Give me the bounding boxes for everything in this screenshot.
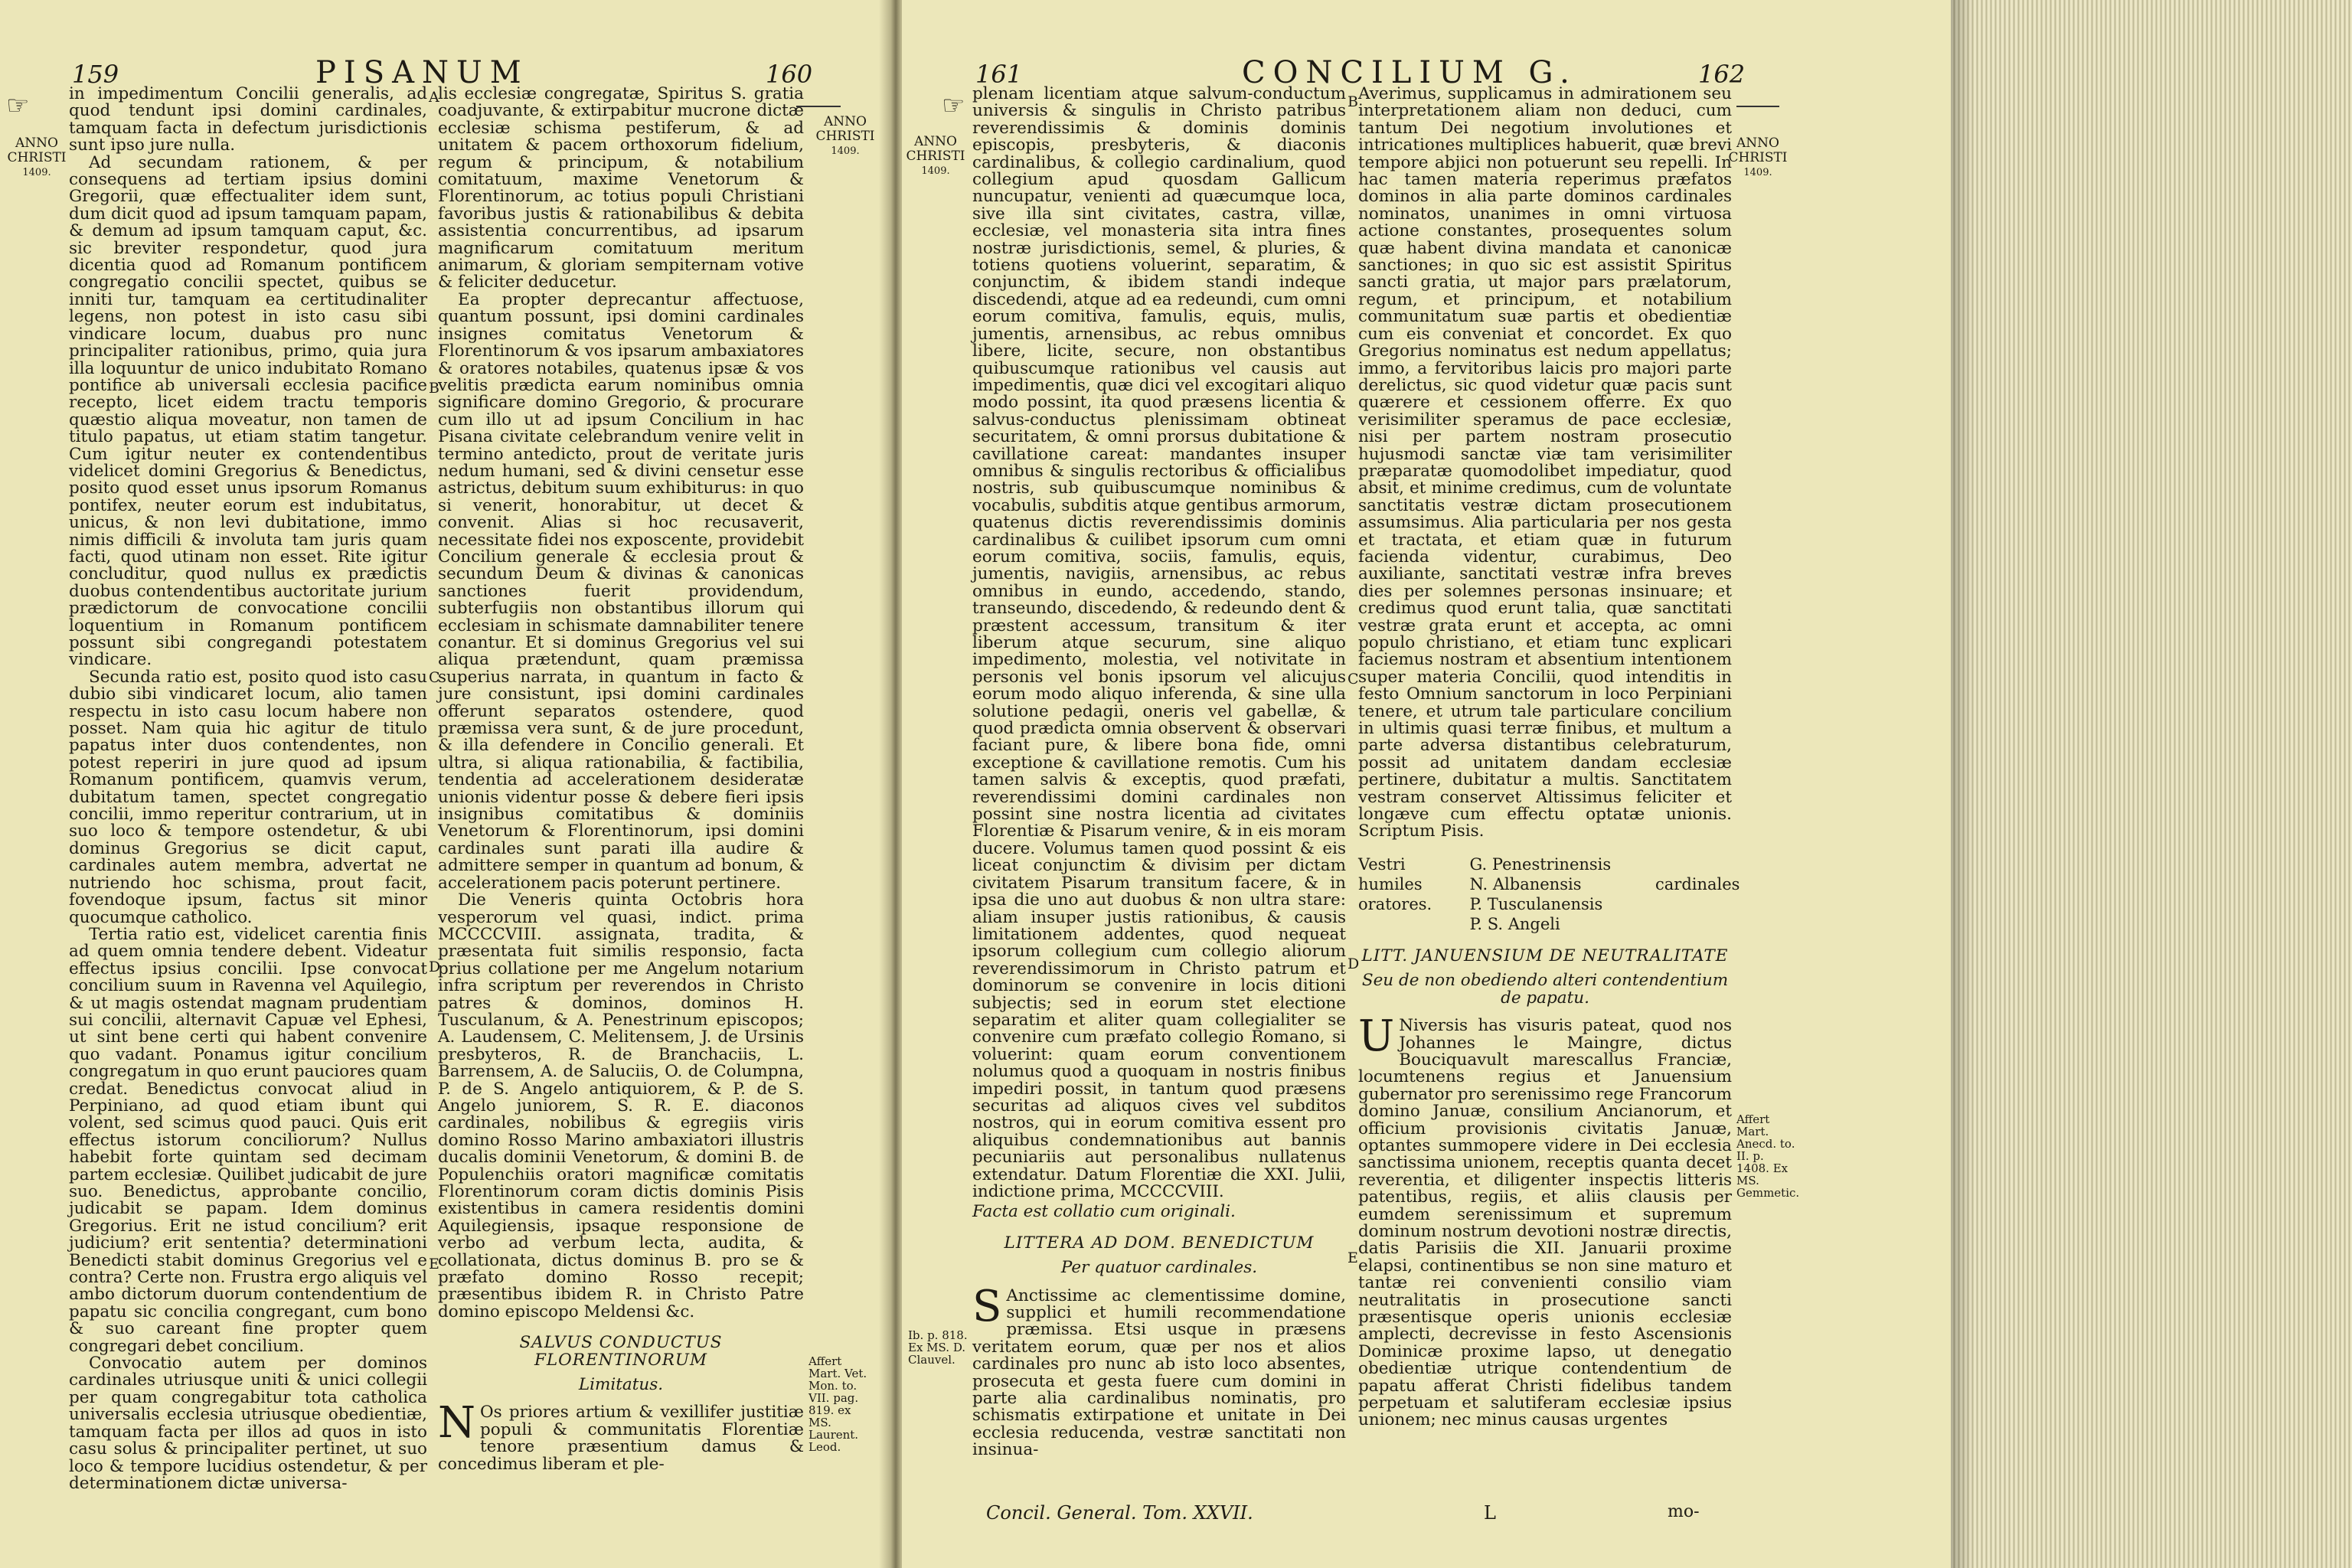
year-anno: ANNO [824, 114, 867, 129]
year-anno: ANNO [914, 134, 957, 149]
drop-cap: U [1358, 1011, 1395, 1062]
page-number: 160 [766, 60, 813, 89]
margin-letter: C [429, 669, 440, 686]
margin-note: Affert Mart. Vet. Mon. to. VII. pag. 819. ex MS. Laurent. Leod. [808, 1354, 867, 1454]
year-christi: CHRISTI [1728, 150, 1788, 165]
text-column [972, 86, 1346, 1459]
year-label [903, 135, 968, 178]
paragraph: Tertia ratio est, videlicet carentia finis ad quem omnia tendere debent. Videatur effectus ipsius concilii. Ipse convocat concilium suum in Ravenna vel Aquilegio, & ut magis ostendat magnam prudentiam sui concilii, alternavit Capuæ vel Ephesi, ut sint bene certi qui habent convenire quo vadant. Ponamus igitur concilium congregatum in quo erunt pauciores quam credat. Benedictus convocat aliud in Perpiniano, ad quod etiam ibunt qui volent, sed scimus quod pauci. Quis erit effectus istorum conciliorum? Nullus habebit forte quintam sed decimam partem ecclesiæ. Quilibet judicabit de jure suo. Benedictus, approbante concilio, judicabit se papam. Idem dominus Gregorius. Erit ne istud concilium? erit judicium? erit sententia? determinationi Benedicti stabit dominus Gregorius vel e contra? Certe non. Frustra ergo aliquis vel ambo dictorum duorum contendentium de papatu sic concilia congregant, cum bono & suo careant fine propter quem congregari debet concilium. [69, 924, 427, 1356]
paragraph: plenam licentiam atque salvum-conductum universis & singulis in Christo patribus reverendissimis & dominis dominis episcopis, presbyteris, & diaconis cardinalibus, & collegio cardinalium, quod collegium apud quosdam Gallicum nuncupatur, venienti ad quæcumque loca, sive illa sint civitates, castra, villæ, ecclesiæ, vel monasteria sita intra fines nostræ jurisdictionis, semel, & pluries, & totiens quotiens voluerint, separatim, & conjunctim, & ibidem standi indeque discedendi, atque ad ea redeundi, cum omni eorum comitiva, famulis, equis, mulis, jumentis, arnensibus, ac rebus omnibus libere, licite, secure, non obstantibus quibuscumque rationibus vel causis aut impedimentis, quæ dici vel excogitari aliquo modo possint, ita quod præsens licentia & salvus-conductus plenissimam obtineat securitatem, & omni prorsus dubitatione & cavillatione careat: mandantes insuper omnibus & singulis rectoribus & officialibus nostris, sub quibuscumque nominibus & vocabulis, subditis atque gentibus armorum, quatenus dictis reverendissimis dominis cardinalibus & cuilibet ipsorum cum omni eorum comitiva, sociis, famulis, equis, jumentis, navigiis, arnensibus, ac rebus omnibus in eundo, accedendo, stando, transeundo, discedendo, & redeundo dent & præstent accessum, transitum & iter liberum atque securum, sine aliquo impedimento, molestia, vel notivitate in personis vel bonis ipsorum vel alicujus eorum modo aliquo inferenda, & sine ulla solutione pedagii, oneris vel gabellæ, & quod prædicta omnia observent & observari faciant pure, & libere bona fide, omni exceptione & cavillatione remotis. Cum his tamen salvis & exceptis, quod præfati, reverendissimi domini cardinales non possint sine nostra licentia ad civitates Florentiæ & Pisarum venire, & in eis moram ducere. Volumus tamen quod possint & eis liceat conjunctim & divisim per dictam civitatem Pisarum transitum facere, & in ipsa die uno aut duobus & non ultra stare: aliam insuper justis rationibus, & causis limitationem addentes, quod nequeat ipsorum collegium cum collegio aliorum reverendissimorum in Christo patrum et dominorum se convenire in locis ditioni subjectis; sed in eorum stet electione separatim et aliter quam collegialiter se convenire cum præfato collegio Romano, si voluerint: quam eorum conventionem nolumus quod a quoquam in nostris finibus impediri possit, in tantum quod præsens securitas ad aliquos cives vel subditos nostros, qui in eorum comitiva essent pro aliquibus condemnationibus aut bannis pecuniariis aut personalibus nullatenus extendatur. Datum Florentiæ die XXI. Julii, indictione prima, MCCCCVIII. [972, 84, 1346, 1201]
margin-letter: C [1348, 671, 1359, 688]
drop-cap: S [972, 1281, 1002, 1331]
paragraph: Niversis has visuris pateat, quod nos Johannes le Maingre, dictus Bouciquavult marescallus Franciæ, locumtenens regius et Januensium gubernator pro serenissimo rege Francorum domino Januæ, consilium Ancianorum, et officium provisionis civitatis Januæ, optantes summopere videre in Dei ecclesia sanctissima unionem, receptis quanta decet reverentia, et diligenter inspectis litteris patentibus, regiis, et aliis clausis per eumdem serenissimum et supremum dominum nostrum devotioni nostræ directis, datis Parisiis die XII. Januarii proxime elapsi, continentibus se non sine maturo et tantæ rei convenienti consilio viam neutralitatis in prosecutione sancti præsentisque operis unionis ecclesiæ amplecti, decrevisse in festo Ascensionis Dominicæ proxime lapso, ut denegatio obedientiæ utrique contendentium de papatu afferat Christi fidelibus tandem perpetuam et salutiferam ecclesiæ ipsius unionem; nec minus causas urgentes [1358, 1016, 1732, 1430]
running-head: PISANUM [315, 55, 529, 90]
year-anno: ANNO [15, 136, 58, 151]
page-edges-shadow [1951, 0, 1974, 1568]
page-footer: Concil. General. Tom. XXVII. [986, 1502, 1253, 1524]
right-page [902, 0, 1951, 1568]
paragraph: Ea propter deprecantur affectuose, quantum possunt, ipsi domini cardinales insignes comitatus Venetorum & Florentinorum & vos ipsarum ambaxiatores & oratores notabiles, quatenus ipsæ & vos velitis prædicta earum nominibus omnia significare domino Gregorio, & procurare cum illo ut ad ipsum Concilium in hac Pisana civitate celebrandum venire velit in termino antedicto, prout de veritate juris nedum humani, sed & divini censetur esse astrictus, debitum suum exhibiturus: in quo si venerit, honorabitur, ut decet & convenit. Alias si hoc recusaverit, necessitate fidei nos exposcente, providebit Concilium generale & ecclesia prout & secundum Deum & divinas & canonicas sanctiones fuerit providendum, subterfugiis non obstantibus illorum qui ecclesiam in schismate damnabiliter tenere conantur. Et si dominus Gregorius vel sui aliqua prætendunt, quam præmissa superius narrata, in quantum in facto & jure consistunt, ipsi domini cardinales offerunt separatos ostendere, quod præmissa vera sunt, & de jure procedunt, & illa defendere in Concilio generali. Et ultra, si aliqua rationabilia, & factibilia, tendentia ad accelerationem desideratæ unionis videntur posse & debere fieri ipsis insignibus comitatibus & dominiis Venetorum & Florentinorum, ipsi domini cardinales sunt parati illa audire & admittere semper in quantum ad bonum, & accelerationem pacis poterunt pertinere. [438, 289, 804, 893]
running-head: CONCILIUM G. [1242, 55, 1577, 90]
paragraph: Averimus, supplicamus in admirationem seu interpretationem aliam non deduci, cum tantum Dei negotium involutiones et intricationes multiplices habuerit, quæ brevi tempore abjici non potuerunt seu repelli. In hac tamen materia reperimus præfatos dominos in alia parte dominos cardinales nominatos, unanimes in omni virtuosa actione constantes, prosequentes solum quæ habent divina mandata et canonicæ sanctiones; in quo sic est assistit Spiritus sancti gratia, ut major pars prælatorum, regum, et principum, et notabilium communitatum suæ partis et obedientiæ cum eis conveniat et concordet. Ex quo Gregorius nominatus est nedum appellatus; immo, a fervitoribus laicis pro majori parte derelictus, sic quod videtur quæ pacis sunt quærere et cessionem offerre. Ex quo verisimiliter speramus de pace ecclesiæ, nisi per partem nostram prosecutio hujusmodi sanctæ viæ tam verisimiliter præparatæ quomodolibet impediatur, quod absit, et minime credimus, cum de voluntate sanctitatis vestræ dictam prosecutionem assumsimus. Alia particularia per nos gesta et tractata, et etiam quæ in futurum facienda videntur, curabimus, Deo auxiliante, sanctitati vestræ infra breves dies per solemnes personas insinuare; et credimus quod erunt talia, quæ sanctitati vestræ grata erunt et accepta, ac omni populo christiano, et etiam tunc explicari faciemus nostram et absentium intentionem super materia Concilii, quod intenditis in festo Omnium sanctorum in loco Perpiniani tenere, et utrum tale particulare concilium in ultimis quasi terræ finibus, et multum a parte adversa distantibus celebraturum, possit ad unitatem dandam ecclesiæ pertinere, dubitatur a multis. Sanctitatem vestram conservet Altissimus feliciter et longæve cum effectu optatæ unionis. Scriptum Pisis. [1358, 84, 1732, 841]
margin-letter: E [1348, 1250, 1358, 1266]
year-value: 1409. [22, 167, 51, 178]
signature-label: cardinales [1655, 874, 1740, 893]
paragraph: Anctissime ac clementissime domine, supplici et humili recommendatione præmissa. Etsi usque in præsens veritatem eorum, quæ per nos et alios cardinales pro nunc ab isto loco absentes, prosecuta et gesta fuere cum domini in parte alia cardinalibus nominatis, pro schismatis extirpatione et unitate in Dei ecclesia reducenda, vestræ sanctitati non insinua- [972, 1285, 1346, 1460]
margin-letter: E [429, 1256, 439, 1272]
paragraph: lis ecclesiæ congregatæ, Spiritus S. gratia coadjuvante, & extirpabitur mucrone dictæ ecclesiæ schisma pestiferum, & ad unitatem & pacem orthoxorum fidelium, regum & principum, & notabilium comitatuum, maxime Venetorum & Florentinorum, ac totius populi Christiani favoribus justis & rationabilibus & debita assistentia concurrentibus, ad ipsarum magnificarum comitatuum meritum animarum, & gloriam sempiternam votive & feliciter deducetur. [438, 84, 804, 292]
section-subheading: Seu de non obediendo alteri contendentium de papatu. [1361, 971, 1729, 1008]
year-christi: CHRISTI [7, 150, 67, 165]
signature-label: Vestri humiles oratores. [1358, 854, 1432, 913]
section-heading: SALVUS CONDUCTUS FLORENTINORUM [519, 1333, 723, 1370]
paragraph: in impedimentum Concilii generalis, ad quod tendunt ipsi domini cardinales, tamquam facta in defectum jurisdictionis sunt ipso jure nulla. [69, 84, 427, 155]
text-column [69, 86, 427, 1492]
year-anno: ANNO [1736, 136, 1779, 151]
signature-name: G. Penestrinensis [1469, 854, 1612, 874]
section-subheading: Limitatus. [578, 1375, 664, 1395]
year-label [815, 115, 876, 158]
margin-note: Affert Mart. Anecd. to. II. p. 1408. Ex MS. Gemmetic. [1736, 1112, 1800, 1200]
paragraph: Ad secundam rationem, & per consequens ad tertiam ipsius domini Gregorii, quæ effectualiter idem sunt, dum dicit quod ad ipsum tamquam papam, & demum ad ipsum tamquam caput, &c. sic breviter respondetur, quod jura dicentia quod ad Romanum pontificem congregatio concilii spectet, quibus se inniti tur, tamquam ea certitudinaliter legens, non potest in isto casu sibi vindicare locum, duabus pro nunc principaliter rationibus, primo, quia jura illa loquuntur de unico indubitato Romano pontifice ab universali ecclesia pacifice recepto, licet eidem tractu temporis quæstio aliqua moveatur, non tamen de titulo papatus, ut etiam statim tangetur. Cum igitur neuter ex contendentibus videlicet domini Gregorius & Benedictus, posito quod esset unus ipsorum Romanus pontifex, neuter eorum est indubitatus, unicus, & non levi dubitatione, immo nimis difficili & involuta tam juris quam facti, quod utinam non esset. Rite igitur concluditur, quod nullus ex prædictis duobus contendentibus auctoritate jurium prædictorum de convocatione concilii loquentium in Romanum pontificem possunt sibi congregandi potestatem vindicare. [69, 152, 427, 670]
text-column [1358, 84, 1740, 1430]
page-edges [1951, 0, 2352, 1568]
margin-letter: D [1348, 956, 1360, 972]
year-value: 1409. [1743, 167, 1772, 178]
section-heading: LITT. JANUENSIUM DE NEUTRALITATE [1361, 946, 1729, 965]
year-value: 1409. [831, 145, 860, 157]
section-subheading: Per quatuor cardinales. [1060, 1258, 1258, 1278]
signature-block [1358, 854, 1740, 934]
year-value: 1409. [921, 165, 950, 177]
manicule-icon: ☞ [6, 90, 30, 121]
divider [1736, 106, 1779, 107]
left-page [0, 0, 888, 1568]
signature-mark: L [1484, 1502, 1496, 1524]
paragraph: Convocatio autem per dominos cardinales utriusque uniti & unici collegii per quam congregabitur tota catholica universalis ecclesia utriusque obedientiæ, tamquam facta per illos ad quos in isto casu solus & principaliter pertinet, ut suo loco & tempore lucidius ostendetur, & per determinationem dictæ universa- [69, 1354, 427, 1493]
text-column [438, 86, 804, 1473]
year-label [1726, 136, 1790, 180]
page-number: 161 [975, 60, 1023, 89]
margin-letter: A [429, 89, 439, 106]
paragraph: Secunda ratio est, posito quod isto casu dubio sibi vindicaret locum, alio tamen respectu in isto casu locum habere non posset. Nam quia hic agitur de titulo papatus inter duos contendentes, non potest reperiri in jure quod ad ipsum Romanum pontificem, quamvis verum, dubitatum tamen, spectet congregatio concilii, immo reperitur contrarium, ut in suo loco & tempore ostendetur, & ubi dominus Gregorius se dicit caput, cardinales autem membra, advertat ne nutriendo hoc schisma, prout facit, fovendoque ipsum, factus sit minor quocumque catholico. [69, 667, 427, 927]
margin-letter: B [429, 380, 439, 397]
page-number: 162 [1698, 60, 1746, 89]
paragraph: Os priores artium & vexillifer justitiæ populi & communitatis Florentiæ tenore præsentium damus & concedimus liberam et ple- [438, 1403, 804, 1474]
year-christi: CHRISTI [906, 149, 965, 164]
page-number: 159 [72, 60, 119, 89]
catchword: mo- [1668, 1502, 1700, 1521]
section-heading: LITTERA AD DOM. BENEDICTUM [1004, 1233, 1315, 1253]
manicule-icon: ☞ [942, 90, 965, 121]
margin-note: Ib. p. 818. Ex MS. D. Clauvel. [908, 1328, 968, 1367]
drop-cap: N [438, 1398, 475, 1449]
year-christi: CHRISTI [815, 129, 875, 144]
paragraph: Die Veneris quinta Octobris hora vesperorum vel quasi, indict. prima MCCCCVIII. assignata, tradita, & præsentata fuit similis responsio, facta prius collatione per me Angelum notarium infra scriptum per reverendos in Christo patres & dominos, dominos H. Tusculanum, & A. Penestrinum episcopos; A. Laudensem, C. Melitensem, J. de Ursinis presbyteros, R. de Branchaciis, L. Barrensem, A. de Saluciis, O. de Columpna, P. de S. Angelo antiquiorem, & P. de S. Angelo juniorem, S. R. E. diaconos cardinales, nobilibus & egregiis viris domino Rosso Marino ambaxiatori illustris ducalis dominii Venetorum, & domini B. de Populenchiis oratori magnificæ comitatis Florentinorum coram dictis dominis Pisis existentibus in camera residentis domini Aquilegiensis, ipsaque responsione de verbo ad verbum lecta, audita, & collationata, dictus dominus B. pro se & præfato domino Rosso recepit; præsentibus ibidem R. in Christo Patre domino episcopo Meldensi &c. [438, 890, 804, 1321]
signature-name: N. Albanensis [1469, 874, 1582, 893]
margin-letter: D [429, 959, 441, 975]
signature-name: P. S. Angeli [1469, 914, 1560, 933]
margin-letter: B [1348, 93, 1358, 110]
collation-note: Facta est collatio cum originali. [972, 1202, 1236, 1222]
signature-name: P. Tusculanensis [1469, 894, 1603, 913]
year-label [6, 136, 67, 180]
